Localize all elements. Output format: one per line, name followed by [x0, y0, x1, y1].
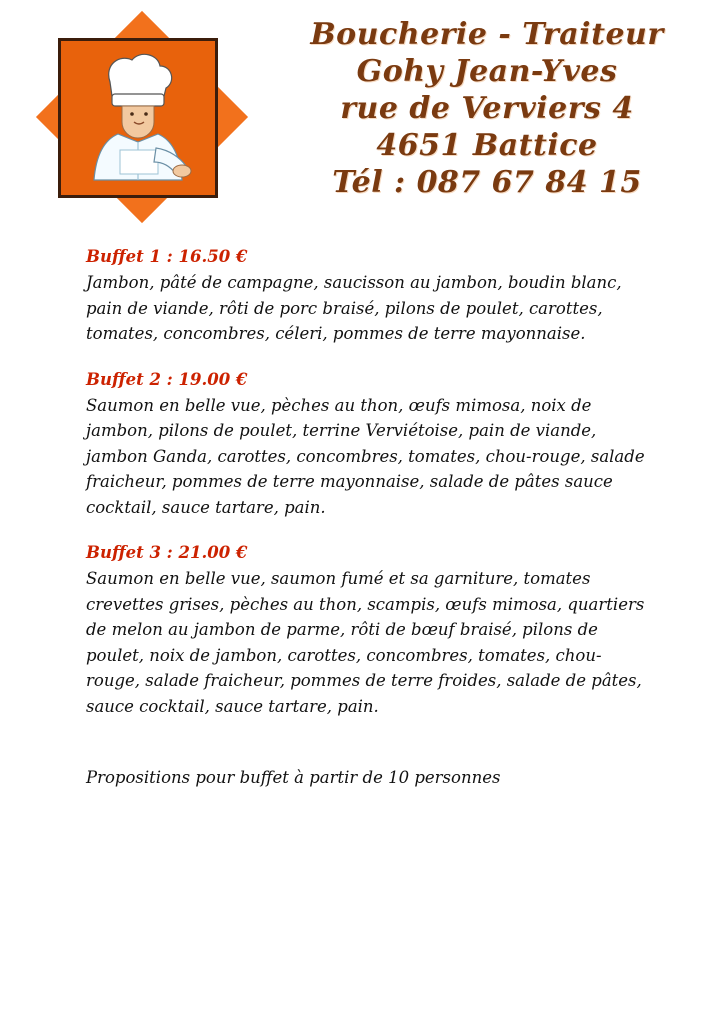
menu-content — [86, 246, 646, 790]
buffet-block-3 — [86, 542, 646, 719]
logo — [12, 12, 272, 222]
chef-icon — [58, 38, 218, 198]
business-identity — [262, 16, 712, 201]
business-line-1: Boucherie - Traiteur — [310, 17, 664, 52]
business-line-4: 4651 Battice — [376, 128, 598, 163]
business-line-5: Tél : 087 67 84 15 — [332, 165, 642, 200]
document-header — [0, 0, 724, 232]
business-line-3: rue de Verviers 4 — [340, 91, 634, 126]
buffet-block-1 — [86, 246, 646, 347]
buffet-1-description: Jambon, pâté de campagne, saucisson au jambon, boudin blanc, pain de viande, rôti de porc braisé, pilons de poulet, carottes, tomates, concombres, céleri, pommes de terre mayonnaise. — [86, 273, 622, 343]
buffet-3-title: Buffet 3 : 21.00 € — [86, 543, 248, 562]
buffet-3-description: Saumon en belle vue, saumon fumé et sa garniture, tomates crevettes grises, pèches au thon, scampis, œufs mimosa, quartiers de melon au jambon de parme, rôti de bœuf braisé, pilons de poulet, noix de jambon, carottes, concombres, tomates, chou-rouge, salade fraicheur, pommes de terre froides, salade de pâtes, sauce cocktail, sauce tartare, pain. — [86, 569, 645, 716]
menu-footnote: Propositions pour buffet à partir de 10 personnes — [86, 768, 501, 787]
buffet-2-description: Saumon en belle vue, pèches au thon, œufs mimosa, noix de jambon, pilons de poulet, terrine Verviétoise, pain de viande, jambon Ganda, carottes, concombres, tomates, chou-rouge, salade fraicheur, pommes de terre mayonnaise, salade de pâtes sauce cocktail, sauce tartare, pain. — [86, 395, 645, 517]
buffet-2-title: Buffet 2 : 19.00 € — [86, 369, 248, 389]
buffet-1-title: Buffet 1 : 16.50 € — [86, 247, 248, 266]
buffet-block-2 — [86, 369, 646, 521]
business-line-2: Gohy Jean-Yves — [356, 54, 618, 89]
